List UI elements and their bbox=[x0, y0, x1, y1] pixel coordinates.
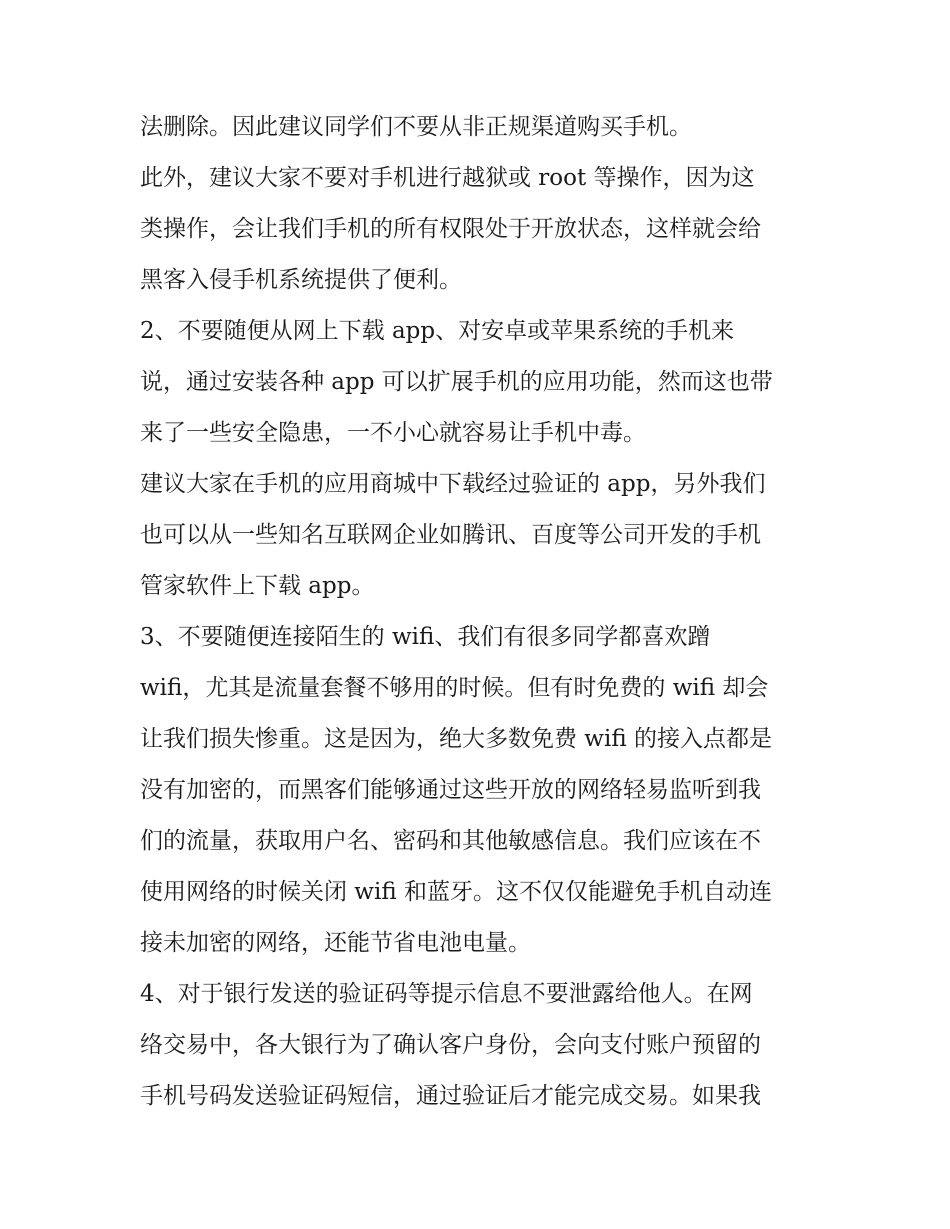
text-line: 使用网络的时候关闭 wifi 和蓝牙。这不仅仅能避免手机自动连 bbox=[140, 879, 773, 905]
text-line: 也可以从一些知名互联网企业如腾讯、百度等公司开发的手机 bbox=[140, 522, 761, 548]
text-line: 接未加密的网络，还能节省电池电量。 bbox=[140, 930, 531, 956]
text-line: 4、对于银行发送的验证码等提示信息不要泄露给他人。在网 bbox=[140, 981, 753, 1007]
text-line: 2、不要随便从网上下载 app、对安卓或苹果系统的手机来 bbox=[140, 318, 735, 344]
text-line: 黑客入侵手机系统提供了便利。 bbox=[140, 267, 462, 293]
text-line: 手机号码发送验证码短信，通过验证后才能完成交易。如果我 bbox=[140, 1083, 761, 1109]
text-line: 法删除。因此建议同学们不要从非正规渠道购买手机。 bbox=[140, 114, 692, 140]
text-line: 此外，建议大家不要对手机进行越狱或 root 等操作，因为这 bbox=[140, 165, 755, 191]
text-line: 们的流量，获取用户名、密码和其他敏感信息。我们应该在不 bbox=[140, 828, 761, 854]
text-line: 没有加密的，而黑客们能够通过这些开放的网络轻易监听到我 bbox=[140, 777, 761, 803]
text-line: 管家软件上下载 app。 bbox=[140, 573, 375, 599]
text-line: wifi，尤其是流量套餐不够用的时候。但有时免费的 wifi 却会 bbox=[140, 675, 769, 701]
text-line: 让我们损失惨重。这是因为，绝大多数免费 wifi 的接入点都是 bbox=[140, 726, 773, 752]
text-line: 络交易中，各大银行为了确认客户身份，会向支付账户预留的 bbox=[140, 1032, 761, 1058]
text-line: 建议大家在手机的应用商城中下载经过验证的 app，另外我们 bbox=[140, 471, 766, 497]
body-text bbox=[140, 102, 820, 1122]
text-line: 类操作，会让我们手机的所有权限处于开放状态，这样就会给 bbox=[140, 216, 761, 242]
text-line: 说，通过安装各种 app 可以扩展手机的应用功能，然而这也带 bbox=[140, 369, 773, 395]
text-line: 来了一些安全隐患，一不小心就容易让手机中毒。 bbox=[140, 420, 646, 446]
text-line: 3、不要随便连接陌生的 wifi、我们有很多同学都喜欢蹭 bbox=[140, 624, 711, 650]
